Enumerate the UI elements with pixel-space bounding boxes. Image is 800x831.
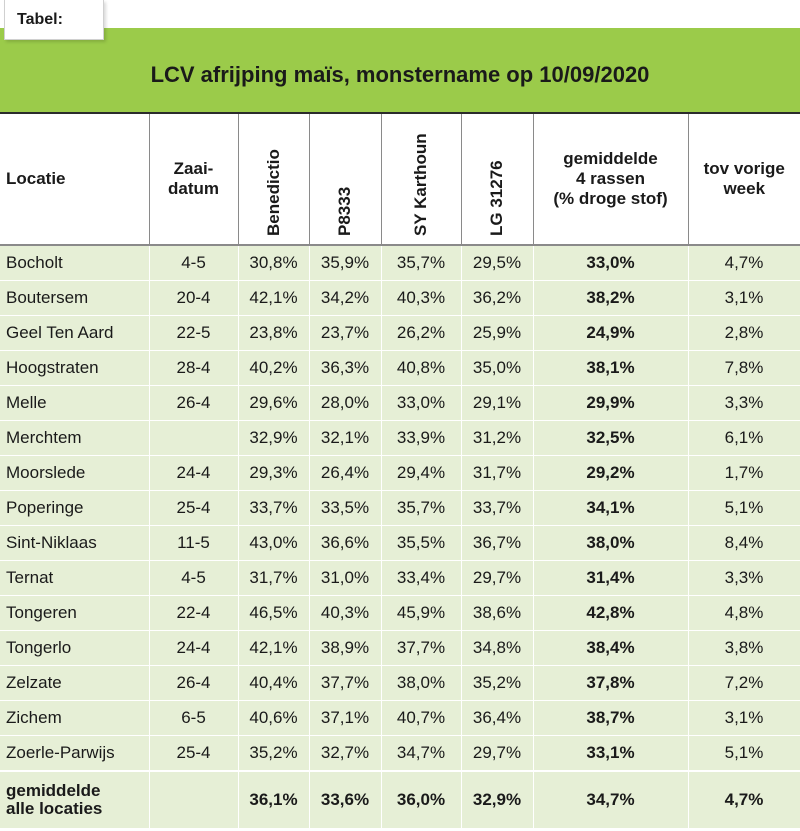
cell-benedictio: 42,1% (238, 631, 309, 666)
table-title-bar (0, 28, 800, 114)
cell-zaaidatum (149, 421, 238, 456)
cell-benedictio: 30,8% (238, 245, 309, 281)
cell-lg31276: 29,5% (461, 245, 533, 281)
cell-gemiddelde: 38,7% (533, 701, 688, 736)
cell-gemiddelde: 38,0% (533, 526, 688, 561)
cell-benedictio: 43,0% (238, 526, 309, 561)
cell-zaaidatum: 4-5 (149, 245, 238, 281)
cell-p8333: 40,3% (309, 596, 381, 631)
cell-p8333: 31,0% (309, 561, 381, 596)
table-row (0, 386, 800, 421)
cell-gemiddelde: 29,9% (533, 386, 688, 421)
cell-zaaidatum: 4-5 (149, 561, 238, 596)
header-locatie: Locatie (0, 114, 149, 245)
table-row (0, 561, 800, 596)
cell-benedictio: 33,7% (238, 491, 309, 526)
cell-p8333: 32,1% (309, 421, 381, 456)
cell-locatie: Moorslede (0, 456, 149, 491)
cell-gemiddelde: 29,2% (533, 456, 688, 491)
table-row (0, 631, 800, 666)
cell-tov: 7,2% (688, 666, 800, 701)
header-tov-line1: tov vorige (703, 159, 785, 178)
cell-tov: 4,8% (688, 596, 800, 631)
cell-sy-karthoun: 40,7% (381, 701, 461, 736)
cell-sy-karthoun: 40,3% (381, 281, 461, 316)
cell-tov: 8,4% (688, 526, 800, 561)
cell-locatie: Geel Ten Aard (0, 316, 149, 351)
cell-sy-karthoun: 35,5% (381, 526, 461, 561)
cell-gemiddelde: 32,5% (533, 421, 688, 456)
cell-zaaidatum (149, 771, 238, 829)
cell-gemiddelde: 34,1% (533, 491, 688, 526)
cell-p8333: 36,6% (309, 526, 381, 561)
cell-lg31276: 33,7% (461, 491, 533, 526)
cell-tov: 1,7% (688, 456, 800, 491)
header-zaaidatum-line2: datum (168, 179, 219, 198)
cell-lg31276: 36,2% (461, 281, 533, 316)
table-row (0, 245, 800, 281)
cell-zaaidatum: 26-4 (149, 386, 238, 421)
cell-p8333: 37,7% (309, 666, 381, 701)
cell-tov: 6,1% (688, 421, 800, 456)
cell-zaaidatum: 24-4 (149, 456, 238, 491)
cell-gemiddelde: 33,0% (533, 245, 688, 281)
table-row (0, 736, 800, 772)
cell-tov: 2,8% (688, 316, 800, 351)
cell-tov: 5,1% (688, 736, 800, 772)
cell-tov: 5,1% (688, 491, 800, 526)
header-gemiddelde-line2: 4 rassen (576, 169, 645, 188)
cell-p8333: 36,3% (309, 351, 381, 386)
cell-zaaidatum: 22-4 (149, 596, 238, 631)
header-zaaidatum-line1: Zaai- (173, 159, 214, 178)
cell-sy-karthoun: 40,8% (381, 351, 461, 386)
cell-locatie: Bocholt (0, 245, 149, 281)
cell-locatie: Zichem (0, 701, 149, 736)
average-row (0, 771, 800, 829)
header-gemiddelde (533, 114, 688, 245)
table-row (0, 421, 800, 456)
cell-zaaidatum: 6-5 (149, 701, 238, 736)
cell-tov: 4,7% (688, 771, 800, 829)
cell-zaaidatum: 22-5 (149, 316, 238, 351)
cell-tov: 3,1% (688, 281, 800, 316)
cell-sy-karthoun: 33,4% (381, 561, 461, 596)
cell-gemiddelde: 31,4% (533, 561, 688, 596)
cell-lg31276: 36,4% (461, 701, 533, 736)
cell-benedictio: 29,3% (238, 456, 309, 491)
cell-tov: 3,3% (688, 386, 800, 421)
cell-tov: 3,8% (688, 631, 800, 666)
cell-lg31276: 25,9% (461, 316, 533, 351)
header-lg31276 (461, 114, 533, 245)
cell-p8333: 32,7% (309, 736, 381, 772)
cell-sy-karthoun: 29,4% (381, 456, 461, 491)
table-row (0, 596, 800, 631)
cell-lg31276: 29,1% (461, 386, 533, 421)
header-tov (688, 114, 800, 245)
cell-benedictio: 40,6% (238, 701, 309, 736)
cell-p8333: 35,9% (309, 245, 381, 281)
cell-locatie: Zoerle-Parwijs (0, 736, 149, 772)
header-gemiddelde-line3: (% droge stof) (553, 189, 668, 208)
header-benedictio (238, 114, 309, 245)
table-row (0, 456, 800, 491)
cell-locatie: Tongerlo (0, 631, 149, 666)
cell-benedictio: 31,7% (238, 561, 309, 596)
cell-benedictio: 32,9% (238, 421, 309, 456)
cell-gemiddelde: 38,2% (533, 281, 688, 316)
cell-lg31276: 38,6% (461, 596, 533, 631)
cell-p8333: 33,5% (309, 491, 381, 526)
cell-lg31276: 29,7% (461, 736, 533, 772)
cell-locatie: Zelzate (0, 666, 149, 701)
table-row (0, 526, 800, 561)
cell-p8333: 33,6% (309, 771, 381, 829)
header-sy-karthoun-label: SY Karthoun (411, 133, 430, 236)
cell-benedictio: 29,6% (238, 386, 309, 421)
table-row (0, 666, 800, 701)
cell-p8333: 26,4% (309, 456, 381, 491)
table-row (0, 316, 800, 351)
cell-lg31276: 35,0% (461, 351, 533, 386)
cell-zaaidatum: 24-4 (149, 631, 238, 666)
header-p8333 (309, 114, 381, 245)
cell-zaaidatum: 20-4 (149, 281, 238, 316)
cell-lg31276: 31,7% (461, 456, 533, 491)
cell-gemiddelde: 38,4% (533, 631, 688, 666)
header-sy-karthoun (381, 114, 461, 245)
table-row (0, 281, 800, 316)
header-gemiddelde-line1: gemiddelde (563, 149, 658, 168)
cell-zaaidatum: 26-4 (149, 666, 238, 701)
cell-p8333: 38,9% (309, 631, 381, 666)
table-title: LCV afrijping maïs, monstername op 10/09/2020 (150, 62, 650, 87)
cell-gemiddelde: 42,8% (533, 596, 688, 631)
cell-sy-karthoun: 35,7% (381, 491, 461, 526)
cell-sy-karthoun: 33,0% (381, 386, 461, 421)
average-label-line2: alle locaties (6, 799, 103, 818)
cell-locatie: Merchtem (0, 421, 149, 456)
cell-benedictio: 36,1% (238, 771, 309, 829)
header-benedictio-label: Benedictio (263, 149, 283, 236)
cell-sy-karthoun: 34,7% (381, 736, 461, 772)
cell-locatie: Ternat (0, 561, 149, 596)
header-zaaidatum (149, 114, 238, 245)
cell-benedictio: 40,2% (238, 351, 309, 386)
cell-sy-karthoun: 33,9% (381, 421, 461, 456)
table-row (0, 491, 800, 526)
cell-sy-karthoun: 45,9% (381, 596, 461, 631)
cell-lg31276: 32,9% (461, 771, 533, 829)
cell-benedictio: 42,1% (238, 281, 309, 316)
cell-lg31276: 36,7% (461, 526, 533, 561)
cell-gemiddelde: 33,1% (533, 736, 688, 772)
table-row (0, 351, 800, 386)
cell-locatie: Tongeren (0, 596, 149, 631)
header-row (0, 114, 800, 245)
table-row (0, 701, 800, 736)
cell-gemiddelde: 38,1% (533, 351, 688, 386)
cell-p8333: 23,7% (309, 316, 381, 351)
cell-benedictio: 46,5% (238, 596, 309, 631)
cell-tov: 4,7% (688, 245, 800, 281)
cell-p8333: 37,1% (309, 701, 381, 736)
cell-gemiddelde: 34,7% (533, 771, 688, 829)
cell-benedictio: 40,4% (238, 666, 309, 701)
average-label-line1: gemiddelde (6, 781, 101, 800)
cell-p8333: 28,0% (309, 386, 381, 421)
cell-lg31276: 35,2% (461, 666, 533, 701)
cell-lg31276: 29,7% (461, 561, 533, 596)
cell-gemiddelde: 24,9% (533, 316, 688, 351)
cell-locatie: Melle (0, 386, 149, 421)
cell-zaaidatum: 28-4 (149, 351, 238, 386)
cell-benedictio: 23,8% (238, 316, 309, 351)
cell-gemiddelde: 37,8% (533, 666, 688, 701)
header-lg31276-label: LG 31276 (487, 160, 506, 236)
cell-zaaidatum: 25-4 (149, 736, 238, 772)
header-tov-line2: week (723, 179, 766, 198)
cell-locatie: Boutersem (0, 281, 149, 316)
cell-sy-karthoun: 36,0% (381, 771, 461, 829)
cell-sy-karthoun: 35,7% (381, 245, 461, 281)
cell-sy-karthoun: 26,2% (381, 316, 461, 351)
maize-ripening-table (0, 114, 800, 829)
cell-locatie-average (0, 771, 149, 829)
cell-sy-karthoun: 38,0% (381, 666, 461, 701)
header-p8333-label: P8333 (335, 186, 354, 236)
cell-tov: 3,1% (688, 701, 800, 736)
cell-p8333: 34,2% (309, 281, 381, 316)
cell-locatie: Poperinge (0, 491, 149, 526)
cell-tov: 3,3% (688, 561, 800, 596)
cell-lg31276: 31,2% (461, 421, 533, 456)
cell-lg31276: 34,8% (461, 631, 533, 666)
cell-tov: 7,8% (688, 351, 800, 386)
table-tab-label: Tabel: (4, 0, 104, 40)
cell-zaaidatum: 25-4 (149, 491, 238, 526)
cell-benedictio: 35,2% (238, 736, 309, 772)
cell-zaaidatum: 11-5 (149, 526, 238, 561)
cell-sy-karthoun: 37,7% (381, 631, 461, 666)
cell-locatie: Sint-Niklaas (0, 526, 149, 561)
cell-locatie: Hoogstraten (0, 351, 149, 386)
